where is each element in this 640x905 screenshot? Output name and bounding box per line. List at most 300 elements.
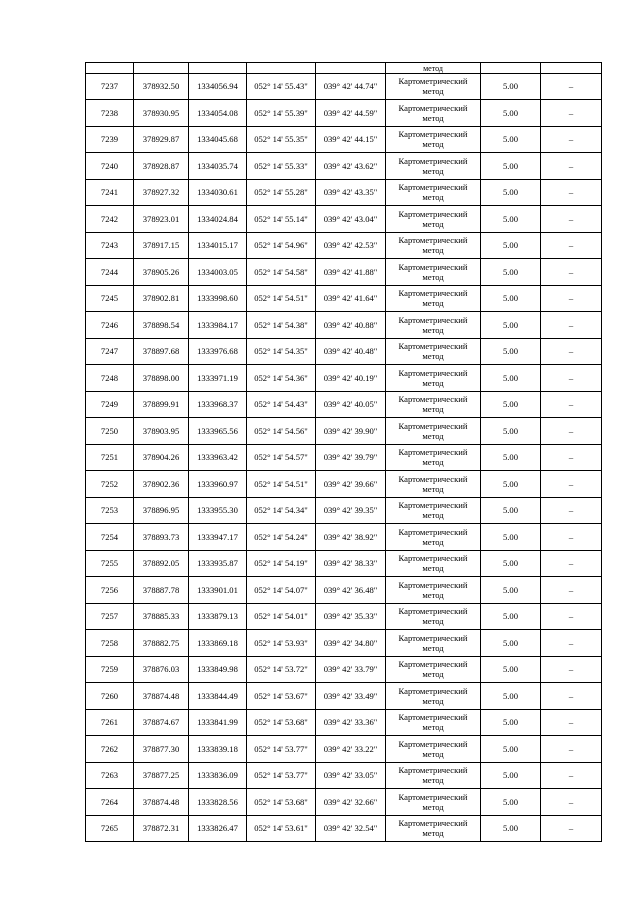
cell-empty [481,63,541,74]
point-number: 7255 [86,550,134,577]
point-number: 7241 [86,179,134,206]
method-fragment: метод [386,63,481,74]
method-line2: метод [422,616,444,627]
longitude: 039° 42' 39.66" [316,471,386,498]
coord-y: 1333965.56 [189,418,247,445]
point-number: 7245 [86,285,134,312]
method-line1: Картометрический [398,314,468,325]
note: – [541,736,602,763]
latitude: 052° 14' 55.28" [247,179,316,206]
table-row [86,709,602,736]
method-line2: метод [422,139,444,150]
point-number: 7239 [86,126,134,153]
method-line2: метод [422,245,444,256]
accuracy: 5.00 [481,656,541,683]
point-number: 7264 [86,789,134,816]
table-row [86,206,602,233]
accuracy: 5.00 [481,683,541,710]
longitude: 039° 42' 43.35" [316,179,386,206]
accuracy: 5.00 [481,100,541,127]
coord-x: 378902.81 [134,285,189,312]
method-line2: метод [422,271,444,282]
longitude: 039° 42' 33.49" [316,683,386,710]
latitude: 052° 14' 54.01" [247,603,316,630]
latitude: 052° 14' 54.07" [247,577,316,604]
coord-x: 378877.30 [134,736,189,763]
accuracy: 5.00 [481,206,541,233]
accuracy: 5.00 [481,285,541,312]
method [386,577,481,604]
method [386,312,481,339]
table-row [86,312,602,339]
longitude: 039° 42' 44.74" [316,73,386,100]
note: – [541,603,602,630]
method [386,391,481,418]
method-line2: метод [422,457,444,468]
point-number: 7250 [86,418,134,445]
method-line2: метод [422,298,444,309]
method-line2: метод [422,642,444,653]
longitude: 039° 42' 40.05" [316,391,386,418]
coord-x: 378917.15 [134,232,189,259]
latitude: 052° 14' 54.35" [247,338,316,365]
cell-empty [316,63,386,74]
accuracy: 5.00 [481,365,541,392]
method [386,153,481,180]
table-row [86,630,602,657]
coord-x: 378927.32 [134,179,189,206]
table-row [86,391,602,418]
method-line1: Картометрический [398,367,468,378]
note: – [541,338,602,365]
note: – [541,73,602,100]
latitude: 052° 14' 53.93" [247,630,316,657]
coord-y: 1333971.19 [189,365,247,392]
coord-x: 378887.78 [134,577,189,604]
table-row [86,577,602,604]
accuracy: 5.00 [481,126,541,153]
method-line2: метод [422,324,444,335]
method-line2: метод [422,218,444,229]
coord-x: 378897.68 [134,338,189,365]
latitude: 052° 14' 54.56" [247,418,316,445]
coordinates-table [85,62,602,842]
note: – [541,762,602,789]
coord-y: 1334003.05 [189,259,247,286]
coord-y: 1333998.60 [189,285,247,312]
method-line1: Картометрический [398,712,468,723]
method-line2: метод [422,483,444,494]
note: – [541,815,602,842]
longitude: 039° 42' 40.48" [316,338,386,365]
coord-y: 1333841.99 [189,709,247,736]
point-number: 7247 [86,338,134,365]
method-line2: метод [422,510,444,521]
table-row [86,656,602,683]
table-row [86,736,602,763]
coord-y: 1333844.49 [189,683,247,710]
method-line1: Картометрический [398,685,468,696]
point-number: 7263 [86,762,134,789]
point-number: 7240 [86,153,134,180]
coord-x: 378928.87 [134,153,189,180]
coord-y: 1334045.68 [189,126,247,153]
accuracy: 5.00 [481,259,541,286]
table-row [86,444,602,471]
point-number: 7249 [86,391,134,418]
method-line1: Картометрический [398,765,468,776]
coord-x: 378874.48 [134,789,189,816]
coord-y: 1333836.09 [189,762,247,789]
coord-x: 378923.01 [134,206,189,233]
method-line2: метод [422,112,444,123]
method-line1: Картометрический [398,553,468,564]
method [386,444,481,471]
method [386,683,481,710]
note: – [541,656,602,683]
method-line1: Картометрический [398,791,468,802]
coord-y: 1333826.47 [189,815,247,842]
coord-y: 1333935.87 [189,550,247,577]
longitude: 039° 42' 35.33" [316,603,386,630]
cell-empty [247,63,316,74]
note: – [541,126,602,153]
latitude: 052° 14' 55.33" [247,153,316,180]
method-line1: Картометрический [398,447,468,458]
method-line1: Картометрический [398,102,468,113]
coord-x: 378899.91 [134,391,189,418]
method [386,365,481,392]
point-number: 7251 [86,444,134,471]
table-row [86,789,602,816]
coord-y: 1333901.01 [189,577,247,604]
longitude: 039° 42' 41.88" [316,259,386,286]
latitude: 052° 14' 55.43" [247,73,316,100]
point-number: 7252 [86,471,134,498]
note: – [541,206,602,233]
coord-y: 1334030.61 [189,179,247,206]
method-line1: Картометрический [398,738,468,749]
table-row [86,524,602,551]
point-number: 7246 [86,312,134,339]
longitude: 039° 42' 34.80" [316,630,386,657]
method [386,709,481,736]
method [386,338,481,365]
table-row [86,683,602,710]
point-number: 7238 [86,100,134,127]
method-line1: Картометрический [398,632,468,643]
method [386,550,481,577]
table-row [86,550,602,577]
longitude: 039° 42' 38.92" [316,524,386,551]
coord-y: 1333839.18 [189,736,247,763]
table-row [86,418,602,445]
point-number: 7259 [86,656,134,683]
method [386,762,481,789]
table-row [86,73,602,100]
table-row [86,259,602,286]
note: – [541,153,602,180]
method-line1: Картометрический [398,420,468,431]
coord-y: 1334056.94 [189,73,247,100]
method [386,736,481,763]
note: – [541,550,602,577]
longitude: 039° 42' 42.53" [316,232,386,259]
latitude: 052° 14' 54.38" [247,312,316,339]
method-line1: Картометрический [398,288,468,299]
table-row [86,153,602,180]
accuracy: 5.00 [481,815,541,842]
longitude: 039° 42' 43.04" [316,206,386,233]
coord-x: 378876.03 [134,656,189,683]
latitude: 052° 14' 54.36" [247,365,316,392]
method [386,259,481,286]
coord-x: 378904.26 [134,444,189,471]
accuracy: 5.00 [481,418,541,445]
note: – [541,577,602,604]
coord-x: 378898.00 [134,365,189,392]
method-line2: метод [422,748,444,759]
table-row [86,126,602,153]
table-row [86,285,602,312]
accuracy: 5.00 [481,762,541,789]
accuracy: 5.00 [481,603,541,630]
coord-y: 1333960.97 [189,471,247,498]
note: – [541,285,602,312]
method [386,100,481,127]
method-line1: Картометрический [398,129,468,140]
accuracy: 5.00 [481,630,541,657]
note: – [541,683,602,710]
method-line2: метод [422,165,444,176]
method-line1: Картометрический [398,235,468,246]
method [386,232,481,259]
method-line2: метод [422,828,444,839]
table-row [86,471,602,498]
cell-empty [541,63,602,74]
accuracy: 5.00 [481,73,541,100]
accuracy: 5.00 [481,444,541,471]
point-number: 7257 [86,603,134,630]
longitude: 039° 42' 39.90" [316,418,386,445]
note: – [541,789,602,816]
longitude: 039° 42' 44.15" [316,126,386,153]
method [386,471,481,498]
method [386,206,481,233]
longitude: 039° 42' 40.19" [316,365,386,392]
method [386,285,481,312]
accuracy: 5.00 [481,789,541,816]
method-line1: Картометрический [398,261,468,272]
table-row [86,815,602,842]
cell-empty [86,63,134,74]
coord-y: 1333869.18 [189,630,247,657]
coord-x: 378932.50 [134,73,189,100]
coord-x: 378885.33 [134,603,189,630]
method-line2: метод [422,695,444,706]
method [386,126,481,153]
latitude: 052° 14' 55.39" [247,100,316,127]
latitude: 052° 14' 54.19" [247,550,316,577]
coord-x: 378882.75 [134,630,189,657]
longitude: 039° 42' 40.88" [316,312,386,339]
table-row [86,365,602,392]
note: – [541,259,602,286]
note: – [541,497,602,524]
method-line1: Картометрический [398,526,468,537]
coord-y: 1333879.13 [189,603,247,630]
accuracy: 5.00 [481,577,541,604]
accuracy: 5.00 [481,153,541,180]
latitude: 052° 14' 54.24" [247,524,316,551]
latitude: 052° 14' 54.57" [247,444,316,471]
method [386,524,481,551]
coord-y: 1333968.37 [189,391,247,418]
method-line1: Картометрический [398,473,468,484]
coord-y: 1333976.68 [189,338,247,365]
accuracy: 5.00 [481,709,541,736]
point-number: 7237 [86,73,134,100]
note: – [541,630,602,657]
point-number: 7258 [86,630,134,657]
latitude: 052° 14' 53.61" [247,815,316,842]
note: – [541,391,602,418]
method-line1: Картометрический [398,818,468,829]
method-line1: Картометрический [398,208,468,219]
note: – [541,179,602,206]
method-line1: Картометрический [398,76,468,87]
table-row [86,338,602,365]
table-row [86,603,602,630]
coord-y: 1333963.42 [189,444,247,471]
method [386,603,481,630]
note: – [541,524,602,551]
longitude: 039° 42' 33.05" [316,762,386,789]
method [386,815,481,842]
longitude: 039° 42' 44.59" [316,100,386,127]
coord-y: 1333828.56 [189,789,247,816]
latitude: 052° 14' 54.43" [247,391,316,418]
coord-x: 378898.54 [134,312,189,339]
latitude: 052° 14' 53.68" [247,789,316,816]
method [386,418,481,445]
cell-empty [189,63,247,74]
longitude: 039° 42' 39.35" [316,497,386,524]
point-number: 7260 [86,683,134,710]
latitude: 052° 14' 53.77" [247,736,316,763]
latitude: 052° 14' 55.35" [247,126,316,153]
point-number: 7253 [86,497,134,524]
accuracy: 5.00 [481,338,541,365]
method-line1: Картометрический [398,579,468,590]
accuracy: 5.00 [481,736,541,763]
table-row [86,232,602,259]
accuracy: 5.00 [481,497,541,524]
point-number: 7265 [86,815,134,842]
point-number: 7262 [86,736,134,763]
point-number: 7261 [86,709,134,736]
coord-x: 378902.36 [134,471,189,498]
point-number: 7244 [86,259,134,286]
longitude: 039° 42' 33.22" [316,736,386,763]
coord-y: 1334015.17 [189,232,247,259]
latitude: 052° 14' 53.72" [247,656,316,683]
method [386,789,481,816]
coord-y: 1333849.98 [189,656,247,683]
longitude: 039° 42' 32.54" [316,815,386,842]
table-row [86,100,602,127]
table-row-continued [86,63,602,74]
coord-x: 378874.48 [134,683,189,710]
longitude: 039° 42' 41.64" [316,285,386,312]
latitude: 052° 14' 54.96" [247,232,316,259]
coord-x: 378905.26 [134,259,189,286]
method-line2: метод [422,86,444,97]
method-line1: Картометрический [398,155,468,166]
method-line2: метод [422,536,444,547]
point-number: 7242 [86,206,134,233]
method-line2: метод [422,430,444,441]
point-number: 7254 [86,524,134,551]
point-number: 7248 [86,365,134,392]
latitude: 052° 14' 54.51" [247,471,316,498]
coord-y: 1333984.17 [189,312,247,339]
note: – [541,444,602,471]
note: – [541,709,602,736]
method-line2: метод [422,589,444,600]
longitude: 039° 42' 33.79" [316,656,386,683]
method [386,73,481,100]
longitude: 039° 42' 32.66" [316,789,386,816]
method-line1: Картометрический [398,394,468,405]
method-line1: Картометрический [398,659,468,670]
point-number: 7243 [86,232,134,259]
latitude: 052° 14' 53.67" [247,683,316,710]
coord-y: 1334054.08 [189,100,247,127]
method-line2: метод [422,192,444,203]
method [386,179,481,206]
coord-x: 378877.25 [134,762,189,789]
accuracy: 5.00 [481,524,541,551]
method-line1: Картометрический [398,341,468,352]
coord-x: 378893.73 [134,524,189,551]
method-line1: Картометрический [398,182,468,193]
note: – [541,365,602,392]
method-line2: метод [422,669,444,680]
table-row [86,762,602,789]
coord-x: 378896.95 [134,497,189,524]
accuracy: 5.00 [481,179,541,206]
note: – [541,312,602,339]
method [386,497,481,524]
coord-y: 1333955.30 [189,497,247,524]
table-row [86,179,602,206]
coord-x: 378874.67 [134,709,189,736]
accuracy: 5.00 [481,312,541,339]
note: – [541,471,602,498]
longitude: 039° 42' 36.48" [316,577,386,604]
method [386,656,481,683]
longitude: 039° 42' 38.33" [316,550,386,577]
accuracy: 5.00 [481,550,541,577]
method [386,630,481,657]
note: – [541,418,602,445]
coord-x: 378930.95 [134,100,189,127]
accuracy: 5.00 [481,471,541,498]
latitude: 052° 14' 55.14" [247,206,316,233]
method-line2: метод [422,801,444,812]
method-line2: метод [422,563,444,574]
